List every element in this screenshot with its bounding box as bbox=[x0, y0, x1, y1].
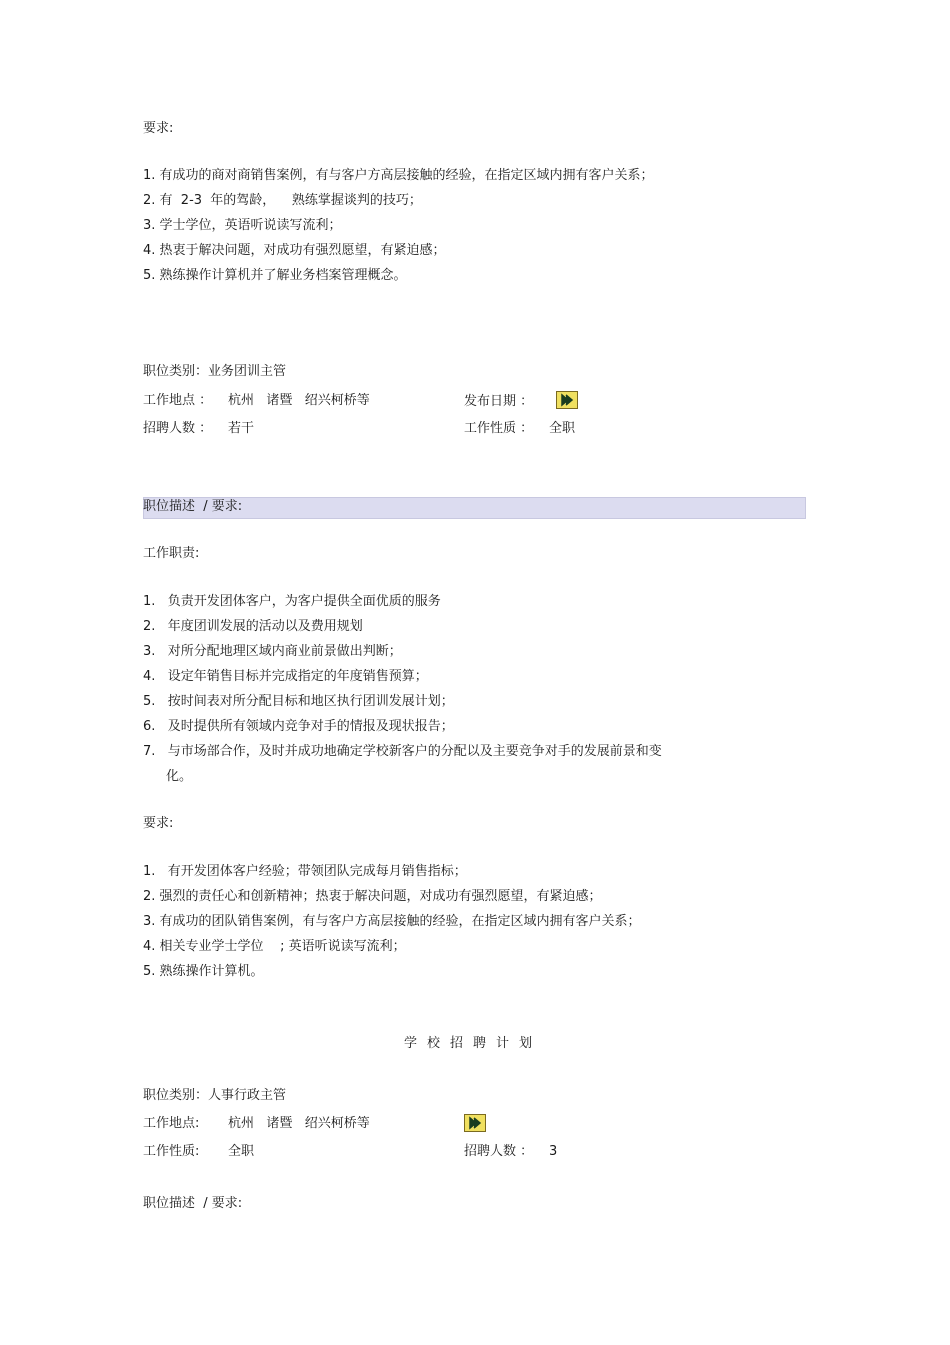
location-value: 杭州 诸暨 绍兴柯桥等 bbox=[228, 393, 370, 408]
list-item: 7. 与市场部合作，及时并成功地确定学校新客户的分配以及主要竞争对手的发展前景和变 bbox=[143, 744, 662, 759]
headcount-label: 招聘人数 ： bbox=[464, 1144, 534, 1159]
list-item: 5. 按时间表对所分配目标和地区执行团训发展计划； bbox=[143, 694, 454, 709]
list-item: 6. 及时提供所有领域内竞争对手的情报及现状报告； bbox=[143, 719, 454, 734]
headcount-value: 3 bbox=[549, 1144, 558, 1159]
list-item: 2. 年度团训发展的活动以及费用规划 bbox=[143, 619, 363, 634]
requirements-title: 要求: bbox=[143, 816, 174, 831]
duties-title: 工作职责: bbox=[143, 546, 200, 561]
list-item: 2. 强烈的责任心和创新精神；热衷于解决问题，对成功有强烈愿望，有紧迫感； bbox=[143, 889, 602, 904]
description-header: 职位描述 / 要求: bbox=[143, 499, 243, 514]
list-item: 5. 熟练操作计算机并了解业务档案管理概念。 bbox=[143, 268, 407, 283]
job-nature-value: 全职 bbox=[549, 421, 576, 436]
location-label: 工作地点 ： bbox=[143, 393, 213, 408]
list-item: 2. 有 2-3 年的驾龄， 熟练掌握谈判的技巧； bbox=[143, 193, 422, 208]
list-item: 1. 有开发团体客户经验；带领团队完成每月销售指标； bbox=[143, 864, 467, 879]
job-nature-value: 全职 bbox=[228, 1144, 255, 1159]
description-header-band bbox=[143, 497, 806, 519]
list-item: 5. 熟练操作计算机。 bbox=[143, 964, 264, 979]
job-nature-label: 工作性质 ： bbox=[464, 421, 534, 436]
headcount-label: 招聘人数 ： bbox=[143, 421, 213, 436]
publish-date-label: 发布日期 ： bbox=[464, 394, 534, 409]
list-item: 1. 负责开发团体客户，为客户提供全面优质的服务 bbox=[143, 594, 441, 609]
list-item: 4. 设定年销售目标并完成指定的年度销售预算； bbox=[143, 669, 428, 684]
list-item: 4. 相关专业学士学位 ; 英语听说读写流利； bbox=[143, 939, 406, 954]
description-header: 职位描述 / 要求: bbox=[143, 1196, 243, 1211]
list-item: 3. 学士学位，英语听说读写流利； bbox=[143, 218, 342, 233]
list-item: 3. 对所分配地理区域内商业前景做出判断； bbox=[143, 644, 402, 659]
headcount-value: 若干 bbox=[228, 421, 255, 436]
list-item: 1. 有成功的商对商销售案例，有与客户方高层接触的经验，在指定区域内拥有客户关系； bbox=[143, 168, 654, 183]
location-value: 杭州 诸暨 绍兴柯桥等 bbox=[228, 1116, 370, 1131]
job-category: 职位类别：业务团训主管 bbox=[143, 364, 287, 379]
list-item-continuation: 化。 bbox=[166, 769, 193, 784]
requirements-title: 要求: bbox=[143, 121, 174, 136]
location-label: 工作地点: bbox=[143, 1116, 200, 1131]
job-nature-label: 工作性质: bbox=[143, 1144, 200, 1159]
list-item: 4. 热衷于解决问题，对成功有强烈愿望，有紧迫感； bbox=[143, 243, 446, 258]
list-item: 3. 有成功的团队销售案例，有与客户方高层接触的经验，在指定区域内拥有客户关系； bbox=[143, 914, 641, 929]
arrow-icon[interactable] bbox=[464, 1114, 486, 1132]
plan-title: 学校招聘计划 bbox=[404, 1036, 543, 1051]
arrow-icon[interactable] bbox=[556, 391, 578, 409]
job-category: 职位类别：人事行政主管 bbox=[143, 1088, 287, 1103]
